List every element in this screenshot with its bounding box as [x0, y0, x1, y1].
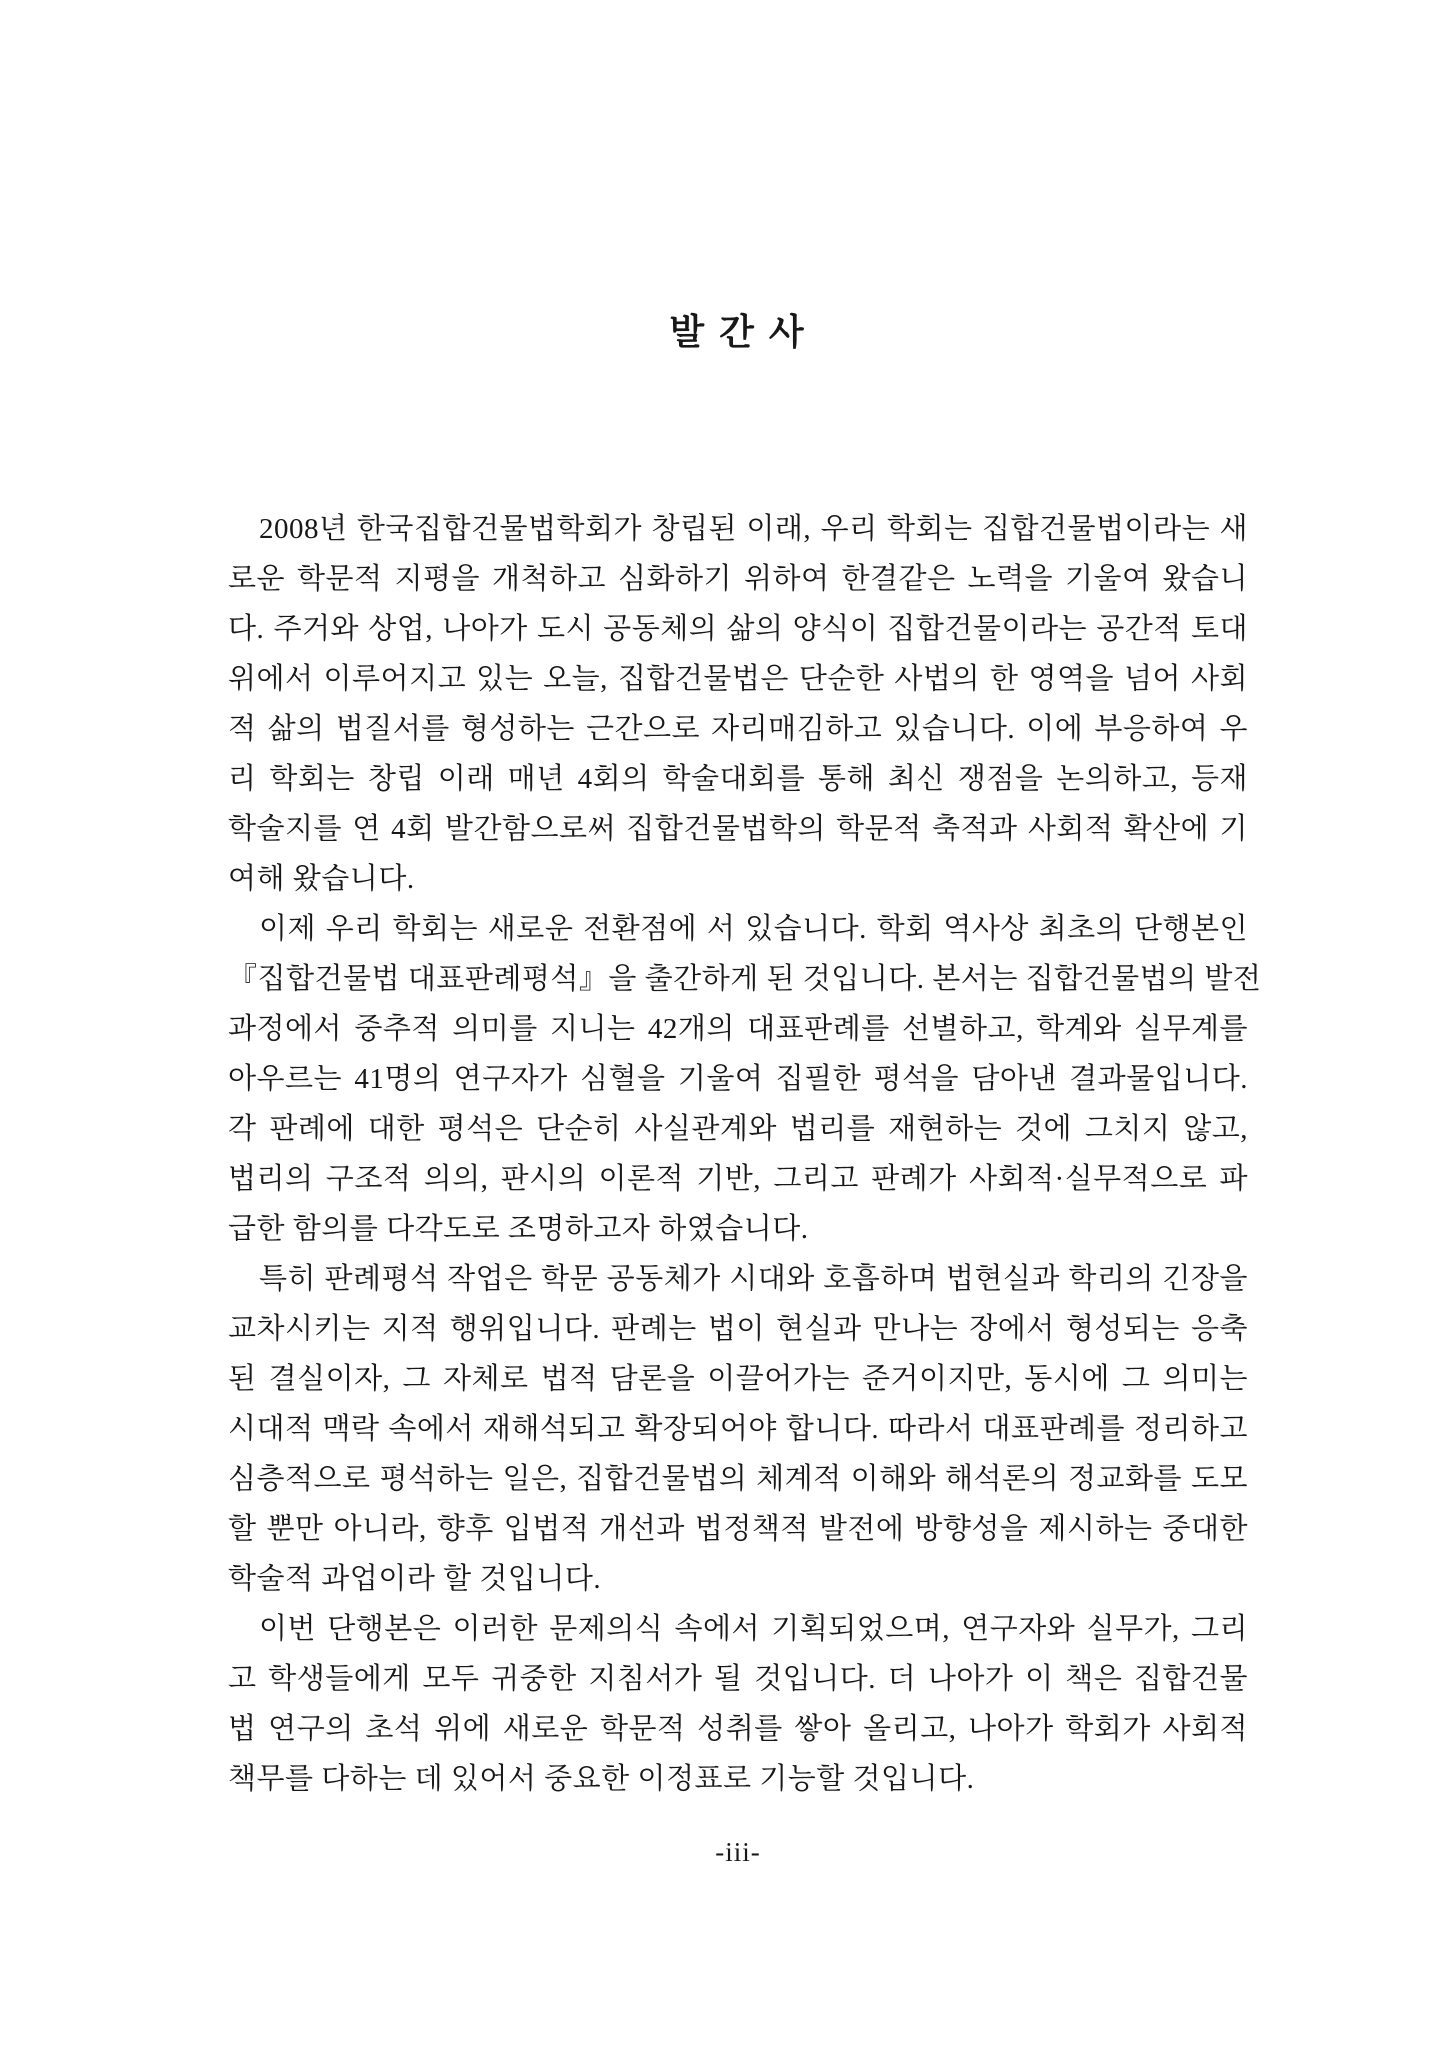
- text-line: 위에서 이루어지고 있는 오늘, 집합건물법은 단순한 사법의 한 영역을 넘어 사회: [228, 663, 1248, 695]
- text-line: 각 판례에 대한 평석은 단순히 사실관계와 법리를 재현하는 것에 그치지 않고,: [228, 1113, 1248, 1145]
- text-line: 교차시키는 지적 행위입니다. 판례는 법이 현실과 만나는 장에서 형성되는 응축: [228, 1313, 1248, 1345]
- text-line: 할 뿐만 아니라, 향후 입법적 개선과 법정책적 발전에 방향성을 제시하는 중대한: [228, 1513, 1248, 1545]
- text-line: 과정에서 중추적 의미를 지니는 42개의 대표판례를 선별하고, 학계와 실무계를: [228, 1013, 1248, 1045]
- paragraph: [228, 1604, 1248, 1804]
- paragraph: [228, 504, 1248, 904]
- page-number: -iii-: [715, 1837, 761, 1867]
- text-line: 다. 주거와 상업, 나아가 도시 공동체의 삶의 양식이 집합건물이라는 공간적 토대: [228, 613, 1248, 645]
- paragraph: [228, 1254, 1248, 1604]
- text-line: 급한 함의를 다각도로 조명하고자 하였습니다.: [228, 1213, 809, 1245]
- text-line: 이번 단행본은 이러한 문제의식 속에서 기획되었으며, 연구자와 실무가, 그리: [259, 1613, 1248, 1645]
- text-line: 여해 왔습니다.: [228, 863, 415, 895]
- text-line: 2008년 한국집합건물법학회가 창립된 이래, 우리 학회는 집합건물법이라는 새: [259, 513, 1248, 545]
- text-line: 학술적 과업이라 할 것입니다.: [228, 1563, 602, 1595]
- text-line: 법리의 구조적 의의, 판시의 이론적 기반, 그리고 판례가 사회적·실무적으로 파: [228, 1163, 1248, 1195]
- text-line: 책무를 다하는 데 있어서 중요한 이정표로 기능할 것입니다.: [228, 1763, 975, 1795]
- text-line: 법 연구의 초석 위에 새로운 학문적 성취를 쌓아 올리고, 나아가 학회가 사회적: [228, 1713, 1248, 1745]
- text-line: 리 학회는 창립 이래 매년 4회의 학술대회를 통해 최신 쟁점을 논의하고, 등재: [228, 763, 1248, 795]
- text-line: 로운 학문적 지평을 개척하고 심화하기 위하여 한결같은 노력을 기울여 왔습니: [228, 563, 1248, 595]
- text-line: 이제 우리 학회는 새로운 전환점에 서 있습니다. 학회 역사상 최초의 단행본인: [259, 913, 1248, 945]
- text-line: 된 결실이자, 그 자체로 법적 담론을 이끌어가는 준거이지만, 동시에 그 의미는: [228, 1363, 1248, 1395]
- text-line: 적 삶의 법질서를 형성하는 근간으로 자리매김하고 있습니다. 이에 부응하여 우: [228, 713, 1248, 745]
- text-line: 아우르는 41명의 연구자가 심혈을 기울여 집필한 평석을 담아낸 결과물입니다.: [228, 1063, 1248, 1095]
- text-line: 고 학생들에게 모두 귀중한 지침서가 될 것입니다. 더 나아가 이 책은 집합건물: [228, 1663, 1248, 1695]
- page-title: 발 간 사: [669, 312, 807, 352]
- text-line: 심층적으로 평석하는 일은, 집합건물법의 체계적 이해와 해석론의 정교화를 도모: [228, 1463, 1248, 1495]
- text-line: 시대적 맥락 속에서 재해석되고 확장되어야 합니다. 따라서 대표판례를 정리하고: [228, 1413, 1248, 1445]
- text-line: 특히 판례평석 작업은 학문 공동체가 시대와 호흡하며 법현실과 학리의 긴장을: [259, 1263, 1248, 1295]
- paragraph: [228, 904, 1262, 1254]
- text-line: 학술지를 연 4회 발간함으로써 집합건물법학의 학문적 축적과 사회적 확산에 기: [228, 813, 1248, 845]
- body-text: [228, 504, 1262, 1804]
- text-line: 『집합건물법 대표판례평석』을 출간하게 된 것입니다. 본서는 집합건물법의 발전: [228, 963, 1262, 995]
